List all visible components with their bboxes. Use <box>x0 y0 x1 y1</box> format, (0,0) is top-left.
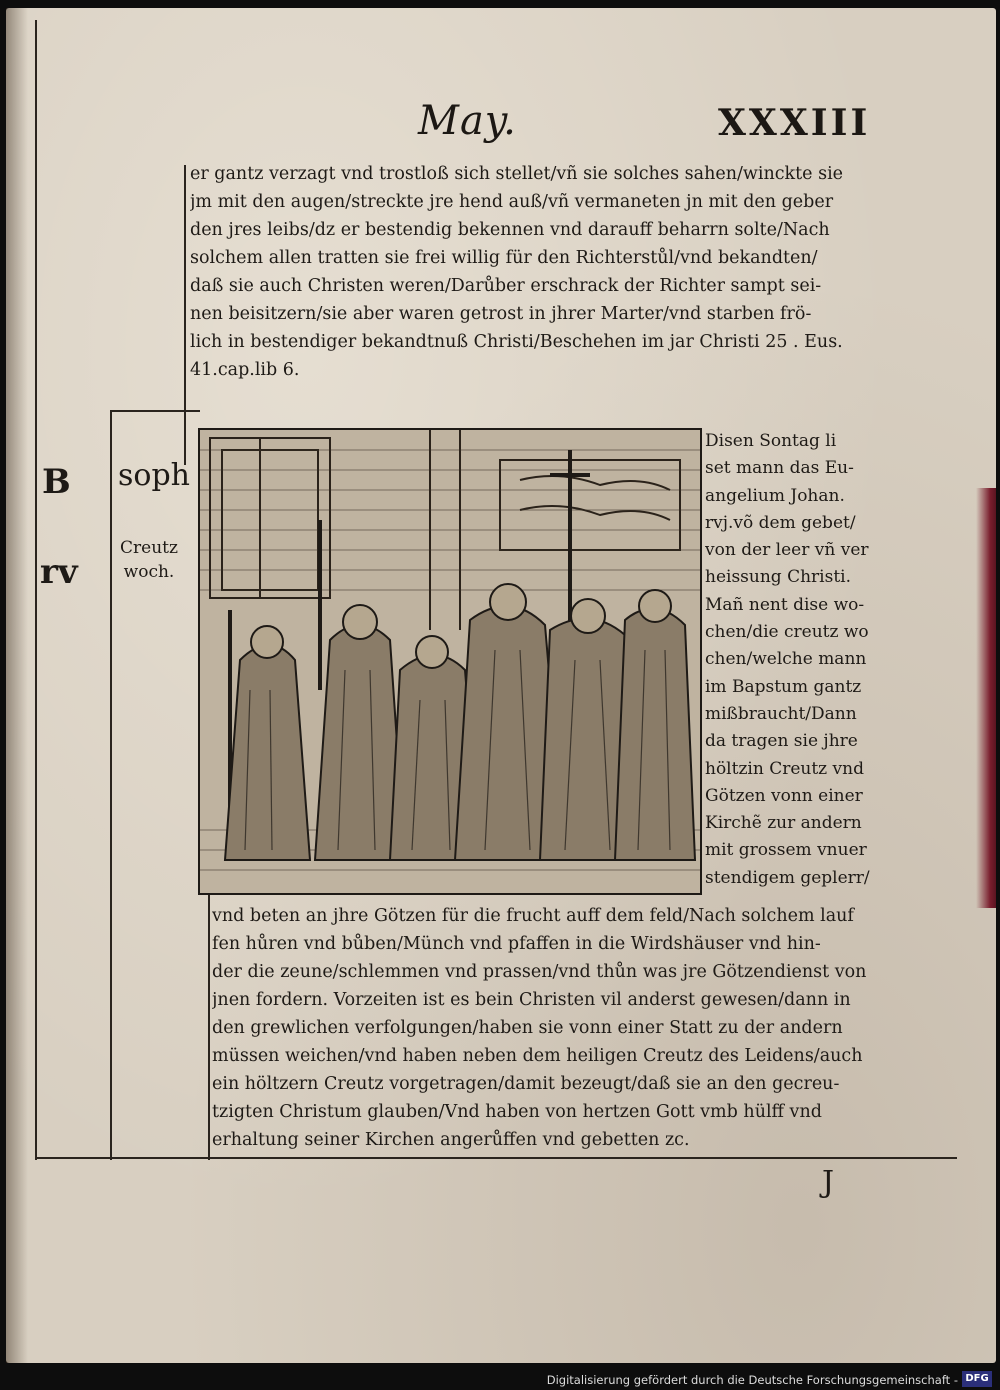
page-edge-binding <box>976 488 996 908</box>
text-left-rule <box>184 165 186 465</box>
text-line: Kirchẽ zur andern <box>705 813 862 834</box>
text-line: von der leer vñ ver <box>705 540 869 561</box>
bottom-rule <box>37 1157 957 1159</box>
footer-credit: Digitalisierung gefördert durch die Deutsche Forschungsgemeinschaft - <box>546 1373 958 1387</box>
text-line: der die zeune/schlemmen vnd prassen/vnd thůn was jre Götzendienst von <box>212 962 867 982</box>
text-line: set mann das Eu- <box>705 458 854 479</box>
text-line: chen/welche mann <box>705 649 867 670</box>
text-line: mißbraucht/Dann <box>705 703 857 724</box>
text-line: fen hůren vnd bůben/Münch vnd pfaffen in die Wirdshäuser vnd hin- <box>212 934 821 954</box>
folio-number: XXXIII <box>718 102 871 144</box>
woodcut-illustration <box>198 428 702 895</box>
gutter-shadow <box>6 8 28 1363</box>
text-line: Götzen vonn einer <box>705 785 863 806</box>
text-line: tzigten Christum glauben/Vnd haben von hertzen Gott vmb hülff vnd <box>212 1102 822 1122</box>
text-left-rule-lower <box>208 870 210 1160</box>
text-line: den grewlichen verfolgungen/haben sie vonn einer Statt zu der andern <box>212 1018 843 1038</box>
text-line: solchem allen tratten sie frei willig für den Richterstůl/vnd bekandten/ <box>190 248 818 268</box>
procession-woodcut-icon <box>200 430 700 893</box>
saint-name: soph <box>118 458 190 493</box>
top-paragraph <box>190 160 900 384</box>
calendar-dominical-letter: B <box>42 462 71 502</box>
running-head-month: May. <box>418 98 517 144</box>
text-line: angelium Johan. <box>705 485 845 506</box>
text-line: im Bapstum gantz <box>705 676 862 697</box>
text-line: Mañ nent dise wo- <box>705 594 865 615</box>
text-line: jm mit den augen/streckte jre hend auß/vñ vermaneten jn mit den geber <box>190 192 834 212</box>
text-line: rvj.võ dem gebet/ <box>705 512 856 533</box>
text-line: jnen fordern. Vorzeiten ist es bein Christen vil anderst gewesen/dann in <box>212 990 851 1010</box>
left-margin-rule <box>35 20 37 1160</box>
margin-note <box>112 536 186 584</box>
text-line: er gantz verzagt vnd trostloß sich stellet/vñ sie solches sahen/winckte sie <box>190 164 844 184</box>
right-column-text <box>705 428 895 892</box>
text-line: Disen Sontag li <box>705 431 837 451</box>
text-line: 41.cap.lib 6. <box>190 360 300 380</box>
text-line: müssen weichen/vnd haben neben dem heiligen Creutz des Leidens/auch <box>212 1046 863 1066</box>
dfg-logo: DFG <box>962 1371 992 1387</box>
text-line: höltzin Creutz vnd <box>705 758 864 779</box>
text-line: nen beisitzern/sie aber waren getrost in jhrer Marter/vnd starben frö- <box>190 304 812 324</box>
text-line: da tragen sie jhre <box>705 731 858 752</box>
text-line: ein höltzern Creutz vorgetragen/damit bezeugt/daß sie an den gecreu- <box>212 1074 840 1094</box>
bottom-paragraph <box>212 902 902 1154</box>
text-line: vnd beten an jhre Götzen für die frucht auff dem feld/Nach solchem lauf <box>212 906 854 926</box>
margin-column-rule <box>110 410 112 1160</box>
text-line: mit grossem vnuer <box>705 840 867 861</box>
text-line: erhaltung seiner Kirchen angerůffen vnd gebetten zc. <box>212 1130 690 1150</box>
text-line: chen/die creutz wo <box>705 622 869 643</box>
text-line: stendigem geplerr/ <box>705 867 870 888</box>
text-line: heissung Christi. <box>705 567 851 588</box>
margin-top-rule <box>110 410 200 412</box>
calendar-day-numeral: rv <box>40 552 78 592</box>
margin-note-line-1: Creutz <box>120 538 178 558</box>
text-line: den jres leibs/dz er bestendig bekennen vnd darauff beharrn solte/Nach <box>190 220 830 240</box>
signature-mark: J <box>822 1165 835 1200</box>
text-line: daß sie auch Christen weren/Darůber erschrack der Richter sampt sei- <box>190 276 822 296</box>
text-line: lich in bestendiger bekandtnuß Christi/Beschehen im jar Christi 25 . Eus. <box>190 332 843 352</box>
margin-note-line-2: woch. <box>123 562 175 582</box>
